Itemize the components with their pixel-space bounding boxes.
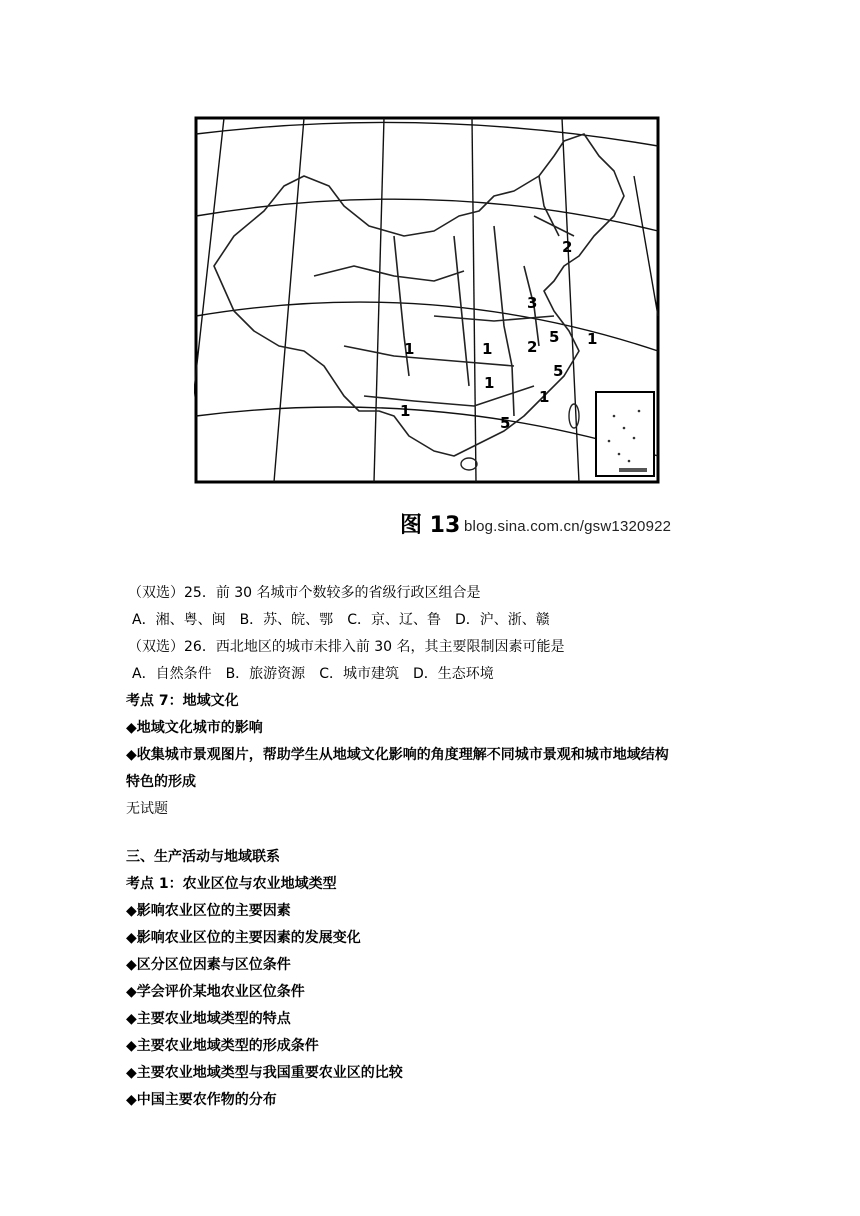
map-label: 5 [553,362,564,380]
part3-bullet: ◆主要农业地域类型的形成条件 [126,1038,319,1054]
map-label: 1 [539,388,550,406]
map-label: 3 [527,294,538,312]
section7-note: 无试题 [126,801,168,817]
option-d: D．生态环境 [412,666,494,682]
option-b: B．苏、皖、鄂 [239,612,334,628]
map-label: 1 [587,330,598,348]
section7-bullet: ◆收集城市景观图片，帮助学生从地域文化影响的角度理解不同城市景观和城市地域结构 [126,747,669,763]
option-c: C．城市建筑 [319,666,399,682]
part3-bullet: ◆影响农业区位的主要因素的发展变化 [126,930,361,946]
section7-bullet: ◆地域文化城市的影响 [126,720,263,736]
map-label: 2 [562,238,573,256]
part3-bullet: ◆中国主要农作物的分布 [126,1092,277,1108]
china-map-figure [194,116,660,484]
part3-heading: 考点 1：农业区位与农业地域类型 [126,876,337,892]
map-label: 5 [500,414,511,432]
figure-caption: 图 13 [400,513,461,538]
part3-title: 三、生产活动与地域联系 [126,849,280,865]
question-26-stem: （双选）26．西北地区的城市未排入前 30 名，其主要限制因素可能是 [128,639,565,655]
question-25-options [132,610,564,630]
part3-bullet: ◆主要农业地域类型的特点 [126,1011,291,1027]
figure-watermark: blog.sina.com.cn/gsw1320922 [464,518,672,535]
map-label: 1 [482,340,493,358]
part3-bullet: ◆学会评价某地农业区位条件 [126,984,305,1000]
question-25-stem: （双选）25．前 30 名城市个数较多的省级行政区组合是 [128,585,481,601]
section7-bullet-continued: 特色的形成 [126,774,196,790]
question-26-options [132,664,508,684]
figure-caption-row [400,508,700,538]
map-label: 5 [549,328,560,346]
map-label: 1 [404,340,415,358]
map-label: 1 [484,374,495,392]
option-c: C．京、辽、鲁 [347,612,441,628]
part3-bullet: ◆影响农业区位的主要因素 [126,903,291,919]
option-a: A．自然条件 [132,666,212,682]
map-label: 2 [527,338,538,356]
option-a: A．湘、粤、闽 [132,612,226,628]
option-d: D．沪、浙、赣 [454,612,550,628]
part3-bullet: ◆区分区位因素与区位条件 [126,957,291,973]
part3-bullet: ◆主要农业地域类型与我国重要农业区的比较 [126,1065,403,1081]
option-b: B．旅游资源 [225,666,306,682]
map-label: 1 [400,402,411,420]
section7-heading: 考点 7：地域文化 [126,693,239,709]
